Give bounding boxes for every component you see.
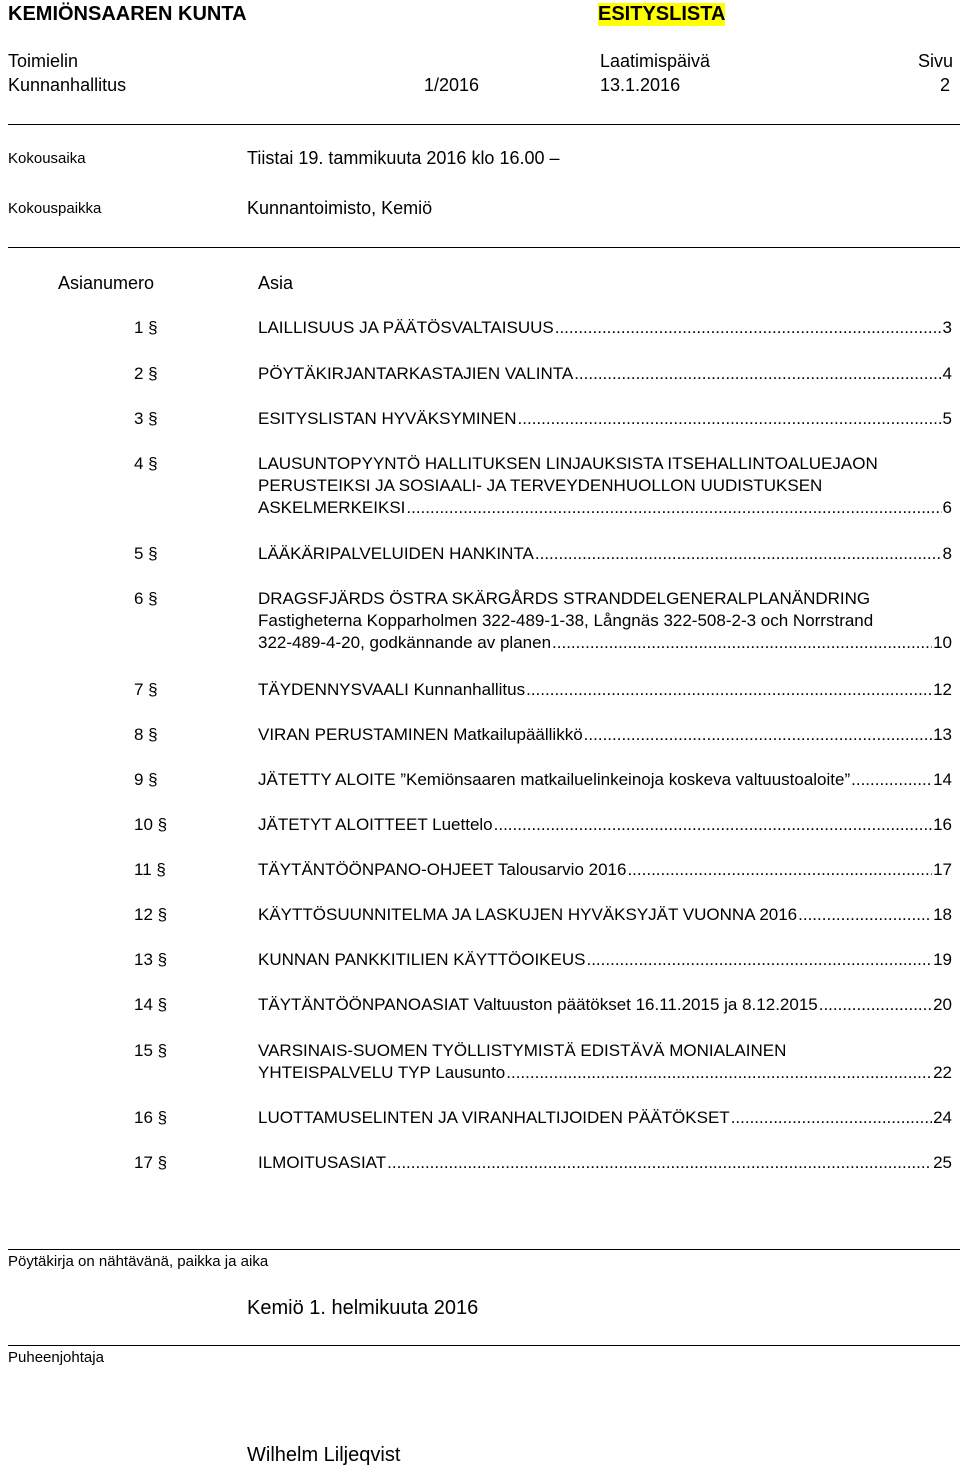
toc-item-number: 15 §	[134, 1041, 168, 1060]
meeting-place-value: Kunnantoimisto, Kemiö	[247, 198, 433, 218]
header-divider	[8, 124, 960, 125]
toc-item-page: 14	[933, 770, 952, 789]
toc-item	[0, 724, 960, 746]
toc-item-title	[258, 453, 952, 519]
toc-leader-dots	[819, 994, 932, 1016]
display-label: Pöytäkirja on nähtävänä, paikka ja aika	[8, 1253, 269, 1270]
toc-item-page: 24	[933, 1108, 952, 1127]
toc-item-title-line: 322-489-4-20, godkännande av planen	[258, 633, 552, 652]
toc-item-title-line: KUNNAN PANKKITILIEN KÄYTTÖOIKEUS	[258, 950, 586, 969]
toc-item-title	[258, 543, 952, 565]
toc-item	[0, 994, 960, 1016]
toc-item-title-line: LAUSUNTOPYYNTÖ HALLITUKSEN LINJAUKSISTA ITSEHALLINTOALUEJAON	[258, 454, 878, 473]
meeting-number: 1/2016	[424, 75, 480, 95]
meeting-time-label: Kokousaika	[8, 150, 86, 167]
toc-item	[0, 317, 960, 339]
toc-item-title	[258, 363, 952, 385]
toc-item-title-line: KÄYTTÖSUUNNITELMA JA LASKUJEN HYVÄKSYJÄT VUONNA 2016	[258, 905, 798, 924]
toc-item-title	[258, 814, 952, 836]
date-value: 13.1.2016	[600, 75, 681, 95]
toc-leader-dots	[526, 679, 932, 701]
date-label: Laatimispäivä	[600, 51, 711, 71]
page-label: Sivu	[918, 51, 954, 71]
toc-leader-dots	[574, 363, 941, 385]
toc-item-title	[258, 949, 952, 971]
toc-item-title-line: TÄYTÄNTÖÖNPANO-OHJEET Talousarvio 2016	[258, 860, 627, 879]
toc-item-number: 1 §	[134, 318, 158, 337]
toc-item-number: 9 §	[134, 770, 158, 789]
toc-item-title	[258, 1040, 952, 1084]
toc-leader-dots	[506, 1062, 932, 1084]
toc-item-title	[258, 1152, 952, 1174]
toc-item-title-line: TÄYDENNYSVAALI Kunnanhallitus	[258, 680, 526, 699]
toc-item-number: 11 §	[134, 860, 166, 879]
toc-item-title-line: YHTEISPALVELU TYP Lausunto	[258, 1063, 506, 1082]
page-number: 2	[940, 75, 951, 95]
toc-item-number: 2 §	[134, 364, 158, 383]
toc-item-title	[258, 588, 952, 654]
body-label: Toimielin	[8, 51, 79, 71]
toc-item-page: 19	[933, 950, 952, 969]
toc-item	[0, 949, 960, 971]
body-value: Kunnanhallitus	[8, 75, 127, 95]
footer-divider-2	[8, 1345, 960, 1346]
toc-item-title-line: VIRAN PERUSTAMINEN Matkailupäällikkö	[258, 725, 583, 744]
toc-item	[0, 1040, 960, 1084]
toc-item-page: 6	[942, 498, 952, 517]
toc-leader-dots	[851, 769, 932, 791]
toc-item	[0, 814, 960, 836]
toc-item-number: 4 §	[134, 454, 158, 473]
toc-number-heading: Asianumero	[58, 273, 155, 293]
toc-item	[0, 769, 960, 791]
toc-leader-dots	[518, 408, 942, 430]
document-type: ESITYSLISTA	[598, 3, 726, 25]
toc-leader-dots	[535, 543, 942, 565]
meeting-time-value: Tiistai 19. tammikuuta 2016 klo 16.00 –	[247, 148, 560, 168]
toc-item-title	[258, 724, 952, 746]
toc-item-page: 13	[933, 725, 952, 744]
toc-item-title-line: TÄYTÄNTÖÖNPANOASIAT Valtuuston päätökset 16.11.2015 ja 8.12.2015	[258, 995, 818, 1014]
toc-item-title-line: JÄTETTY ALOITE ”Kemiönsaaren matkailuelinkeinoja koskeva valtuustoaloite”	[258, 770, 851, 789]
toc-item-number: 14 §	[134, 995, 168, 1014]
display-value: Kemiö 1. helmikuuta 2016	[247, 1297, 479, 1319]
toc-leader-dots	[494, 814, 932, 836]
toc-subject-heading: Asia	[258, 273, 294, 293]
chair-label: Puheenjohtaja	[8, 1349, 104, 1366]
toc-item-number: 6 §	[134, 589, 158, 608]
toc-item-number: 5 §	[134, 544, 158, 563]
toc-leader-dots	[552, 632, 932, 654]
toc-item-number: 12 §	[134, 905, 168, 924]
toc-item-page: 8	[942, 544, 952, 563]
toc-item-title	[258, 679, 952, 701]
toc-item-title	[258, 317, 952, 339]
toc-leader-dots	[406, 497, 941, 519]
toc-item-title-line: LUOTTAMUSELINTEN JA VIRANHALTIJOIDEN PÄÄTÖKSET	[258, 1108, 730, 1127]
toc-item-number: 7 §	[134, 680, 158, 699]
toc-item-title-line: ESITYSLISTAN HYVÄKSYMINEN	[258, 409, 517, 428]
toc-item-page: 20	[933, 995, 952, 1014]
toc-item-number: 10 §	[134, 815, 168, 834]
toc-item	[0, 408, 960, 430]
toc-item-number: 13 §	[134, 950, 168, 969]
toc-item-title	[258, 994, 952, 1016]
toc-item-page: 12	[933, 680, 952, 699]
toc-item-title	[258, 904, 952, 926]
toc-item	[0, 363, 960, 385]
toc-item-title-line: PERUSTEIKSI JA SOSIAALI- JA TERVEYDENHUOLLON UUDISTUKSEN	[258, 476, 823, 495]
toc-item	[0, 904, 960, 926]
footer-divider-1	[8, 1249, 960, 1250]
toc-item-page: 25	[933, 1153, 952, 1172]
toc-item-title-line: VARSINAIS-SUOMEN TYÖLLISTYMISTÄ EDISTÄVÄ MONIALAINEN	[258, 1041, 787, 1060]
toc-item	[0, 588, 960, 654]
toc-item-title	[258, 859, 952, 881]
toc-item-number: 17 §	[134, 1153, 168, 1172]
toc-item-number: 3 §	[134, 409, 158, 428]
toc-item-page: 10	[933, 633, 952, 652]
toc-item-title-line: ASKELMERKEIKSI	[258, 498, 406, 517]
toc-item-page: 5	[942, 409, 952, 428]
toc-item	[0, 1107, 960, 1129]
toc-item-title-line: ILMOITUSASIAT	[258, 1153, 387, 1172]
toc-leader-dots	[627, 859, 932, 881]
toc-item-number: 16 §	[134, 1108, 168, 1127]
toc-item-page: 17	[933, 860, 952, 879]
toc-item-page: 22	[933, 1063, 952, 1082]
toc-item-page: 18	[933, 905, 952, 924]
chair-value: Wilhelm Liljeqvist	[247, 1444, 401, 1466]
toc-item	[0, 859, 960, 881]
toc-leader-dots	[584, 724, 932, 746]
toc-item	[0, 543, 960, 565]
toc-item-title-line: LÄÄKÄRIPALVELUIDEN HANKINTA	[258, 544, 534, 563]
toc-leader-dots	[731, 1107, 932, 1129]
org-name: KEMIÖNSAAREN KUNTA	[8, 3, 247, 25]
toc-item-title-line: JÄTETYT ALOITTEET Luettelo	[258, 815, 493, 834]
toc-item-number: 8 §	[134, 725, 158, 744]
toc-item	[0, 453, 960, 519]
toc-leader-dots	[798, 904, 932, 926]
toc-item	[0, 679, 960, 701]
toc-item-page: 16	[933, 815, 952, 834]
meeting-divider	[8, 247, 960, 248]
toc-leader-dots	[555, 317, 942, 339]
toc-item-title-line: Fastigheterna Kopparholmen 322-489-1-38, Långnäs 322-508-2-3 och Norrstrand	[258, 611, 874, 630]
toc-item-title	[258, 1107, 952, 1129]
toc-item	[0, 1152, 960, 1174]
toc-item-title-line: PÖYTÄKIRJANTARKASTAJIEN VALINTA	[258, 364, 574, 383]
toc-item-title-line: LAILLISUUS JA PÄÄTÖSVALTAISUUS	[258, 318, 554, 337]
toc-item-page: 4	[942, 364, 952, 383]
toc-item-title	[258, 769, 952, 791]
toc-item-title-line: DRAGSFJÄRDS ÖSTRA SKÄRGÅRDS STRANDDELGENERALPLANÄNDRING	[258, 589, 871, 608]
toc-item-title	[258, 408, 952, 430]
toc-leader-dots	[586, 949, 932, 971]
meeting-place-label: Kokouspaikka	[8, 200, 102, 217]
toc-leader-dots	[387, 1152, 932, 1174]
toc-item-page: 3	[942, 318, 952, 337]
